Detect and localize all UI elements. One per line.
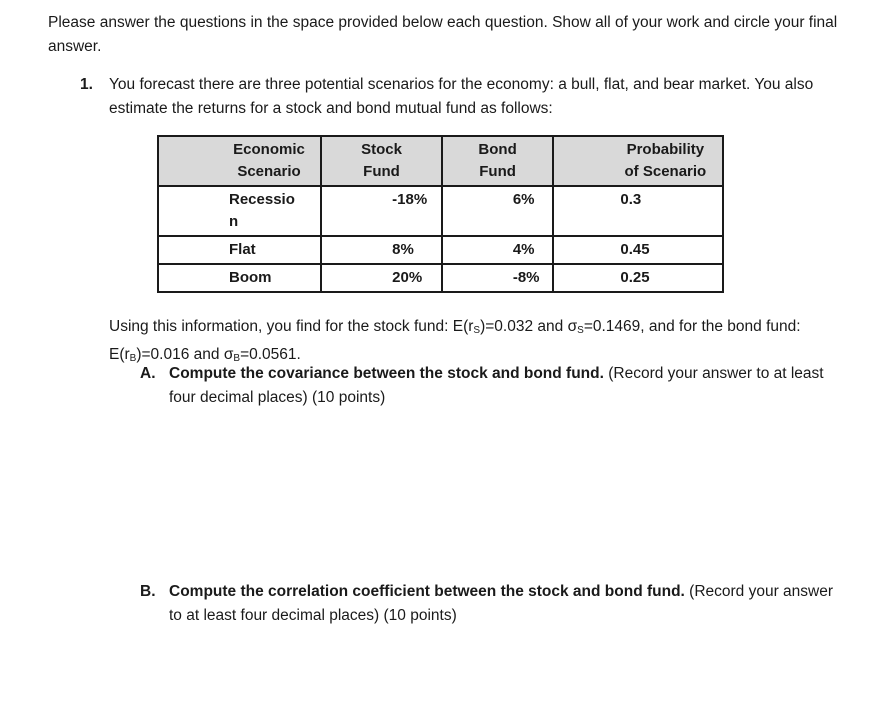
question-text: You forecast there are three potential scenarios for the economy: a bull, flat, and bear market. You also estimate the returns for a stock and bond mutual fund as follows: bbox=[109, 76, 814, 117]
table-row bbox=[158, 264, 723, 292]
part-a-prompt: Compute the covariance between the stock and bond fund. bbox=[169, 365, 604, 382]
table-row bbox=[158, 186, 723, 236]
row-stock: -18% bbox=[321, 186, 442, 236]
row-scenario: Flat bbox=[158, 236, 321, 264]
row-probability: 0.3 bbox=[553, 186, 723, 236]
part-b-prompt: Compute the correlation coefficient between the stock and bond fund. bbox=[169, 583, 685, 600]
part-a-instructions: (Record your answer to at least four decimal places) (10 points) bbox=[169, 365, 824, 406]
row-probability: 0.25 bbox=[553, 264, 723, 292]
row-probability: 0.45 bbox=[553, 236, 723, 264]
row-stock: 8% bbox=[321, 236, 442, 264]
fund-statistics-text: Using this information, you find for the stock fund: $E(r_S)=0.032$ and $\sigma_S=0.1469$, and for the bond fund: $E(r_B)=0.016$ and $\sigma_B=0.0561$. bbox=[109, 318, 801, 364]
header-bond-fund: Bond Fund bbox=[442, 136, 554, 186]
header-probability: Probability of Scenario bbox=[553, 136, 723, 186]
part-b-label: B. bbox=[140, 583, 156, 600]
scenario-table bbox=[157, 135, 724, 293]
instructions: Please answer the questions in the space provided below each question. Show all of your work and circle your final answer. bbox=[48, 14, 838, 55]
row-bond: -8% bbox=[442, 264, 554, 292]
table-header-row bbox=[158, 136, 723, 186]
table-row bbox=[158, 236, 723, 264]
row-bond: 4% bbox=[442, 236, 554, 264]
row-bond: 6% bbox=[442, 186, 554, 236]
header-economic-scenario: Economic Scenario bbox=[158, 136, 321, 186]
question-number: 1. bbox=[80, 76, 93, 93]
row-scenario: Boom bbox=[158, 264, 321, 292]
header-stock-fund: Stock Fund bbox=[321, 136, 442, 186]
part-a-label: A. bbox=[140, 365, 156, 382]
part-b-instructions: (Record your answer to at least four decimal places) (10 points) bbox=[169, 583, 834, 624]
row-scenario: Recession bbox=[229, 191, 295, 230]
row-stock: 20% bbox=[321, 264, 442, 292]
